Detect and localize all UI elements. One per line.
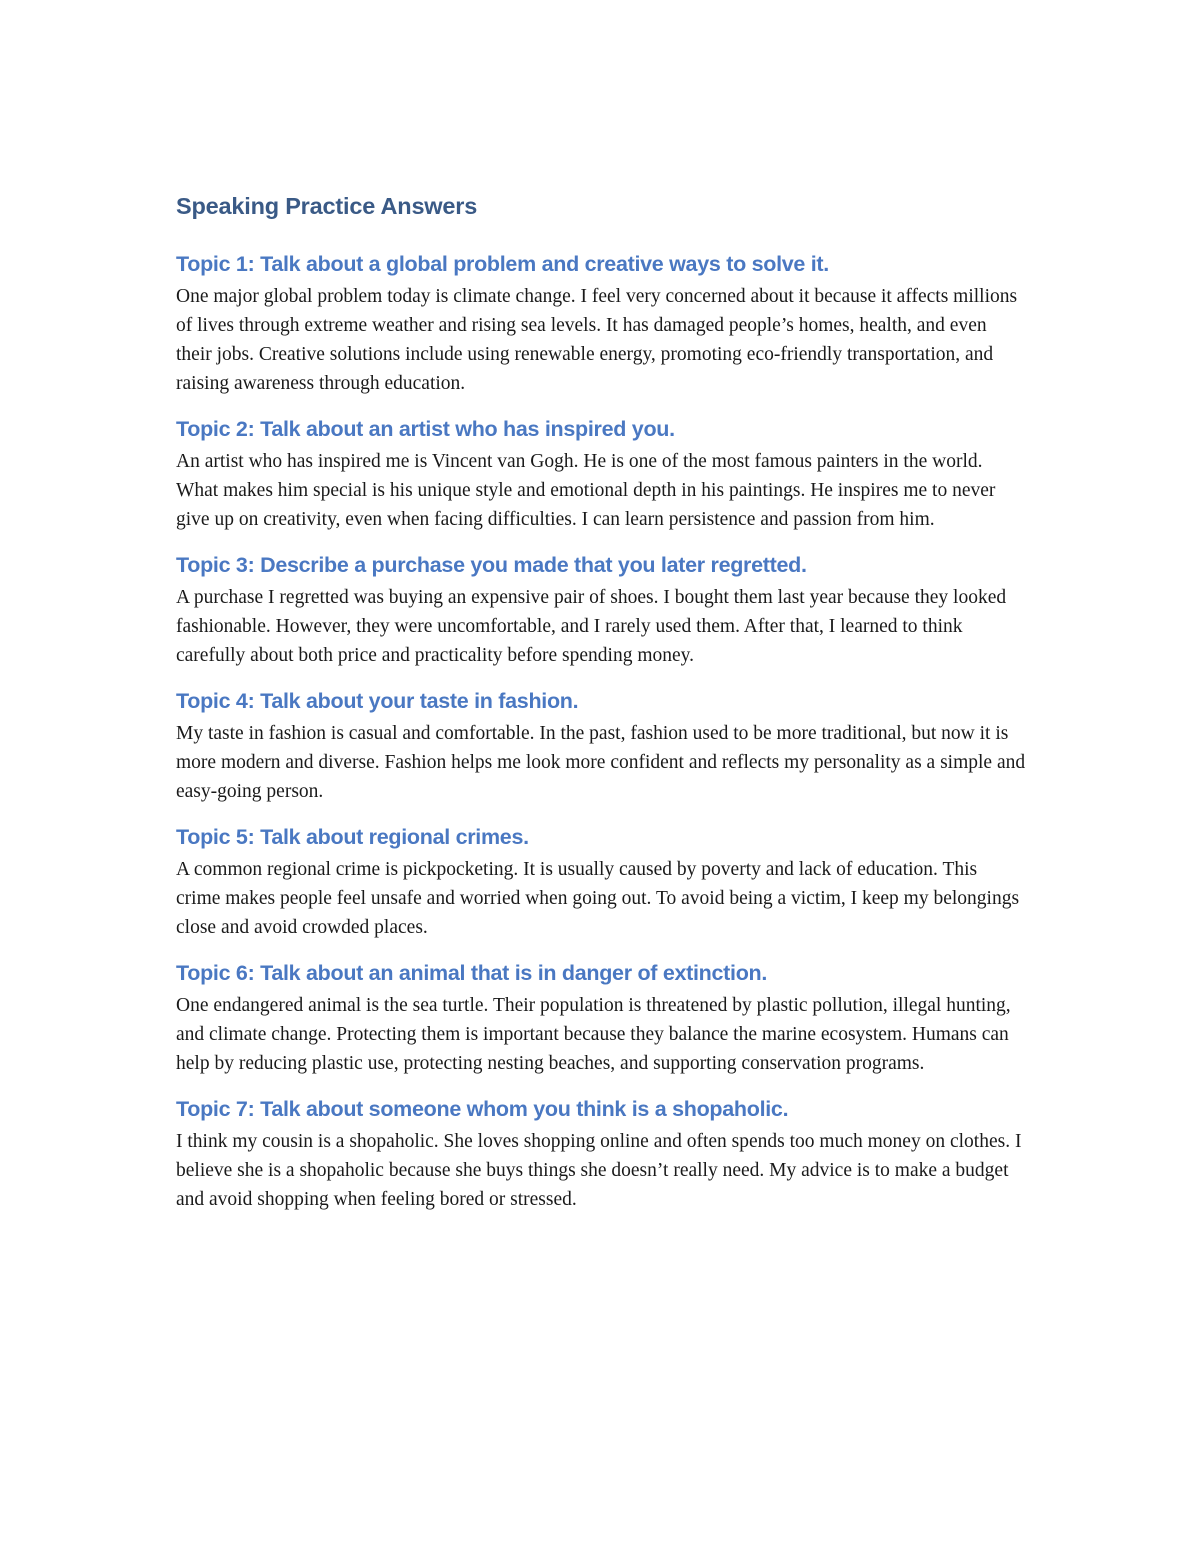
topic-answer: A purchase I regretted was buying an expensive pair of shoes. I bought them last year because they looked fashionable. However, they were uncomfortable, and I rarely used them. After that, I learned to think carefully about both price and practicality before spending money. xyxy=(176,587,1007,666)
topic-answer: One endangered animal is the sea turtle. Their population is threatened by plastic pollution, illegal hunting, and climate change. Protecting them is important because they balance the marine ecosystem. Humans can help by reducing plastic use, protecting nesting beaches, and supporting conservation programs. xyxy=(176,995,1011,1074)
topic-heading: Topic 5: Talk about regional crimes. xyxy=(176,825,529,849)
topic-answer: One major global problem today is climate change. I feel very concerned about it because it affects millions of lives through extreme weather and rising sea levels. It has damaged people’s homes, health, and even their jobs. Creative solutions include using renewable energy, promoting eco-friendly transportation, and raising awareness through education. xyxy=(176,286,1018,394)
document-title: Speaking Practice Answers xyxy=(176,193,478,219)
topic-heading: Topic 1: Talk about a global problem and creative ways to solve it. xyxy=(176,252,829,276)
topic-section-3 xyxy=(176,549,1036,670)
topic-section-7 xyxy=(176,1093,1036,1214)
topic-section-1 xyxy=(176,248,1036,398)
topic-section-5 xyxy=(176,821,1036,942)
topic-section-4 xyxy=(176,685,1036,806)
document-content xyxy=(176,190,1036,1229)
topic-heading: Topic 3: Describe a purchase you made that you later regretted. xyxy=(176,553,807,577)
topic-heading: Topic 7: Talk about someone whom you think is a shopaholic. xyxy=(176,1097,789,1121)
topic-answer: I think my cousin is a shopaholic. She loves shopping online and often spends too much money on clothes. I believe she is a shopaholic because she buys things she doesn’t really need. My advice is to make a budget and avoid shopping when feeling bored or stressed. xyxy=(176,1131,1022,1210)
topic-heading: Topic 4: Talk about your taste in fashion. xyxy=(176,689,579,713)
topic-answer: A common regional crime is pickpocketing. It is usually caused by poverty and lack of education. This crime makes people feel unsafe and worried when going out. To avoid being a victim, I keep my belongings close and avoid crowded places. xyxy=(176,859,1020,938)
topic-section-6 xyxy=(176,957,1036,1078)
topic-heading: Topic 2: Talk about an artist who has inspired you. xyxy=(176,417,675,441)
topic-answer: An artist who has inspired me is Vincent van Gogh. He is one of the most famous painters in the world. What makes him special is his unique style and emotional depth in his paintings. He inspires me to never give up on creativity, even when facing difficulties. I can learn persistence and passion from him. xyxy=(176,451,996,530)
topic-heading: Topic 6: Talk about an animal that is in danger of extinction. xyxy=(176,961,768,985)
topic-section-2 xyxy=(176,413,1036,534)
topic-answer: My taste in fashion is casual and comfortable. In the past, fashion used to be more traditional, but now it is more modern and diverse. Fashion helps me look more confident and reflects my personality as a simple and easy-going person. xyxy=(176,723,1026,802)
